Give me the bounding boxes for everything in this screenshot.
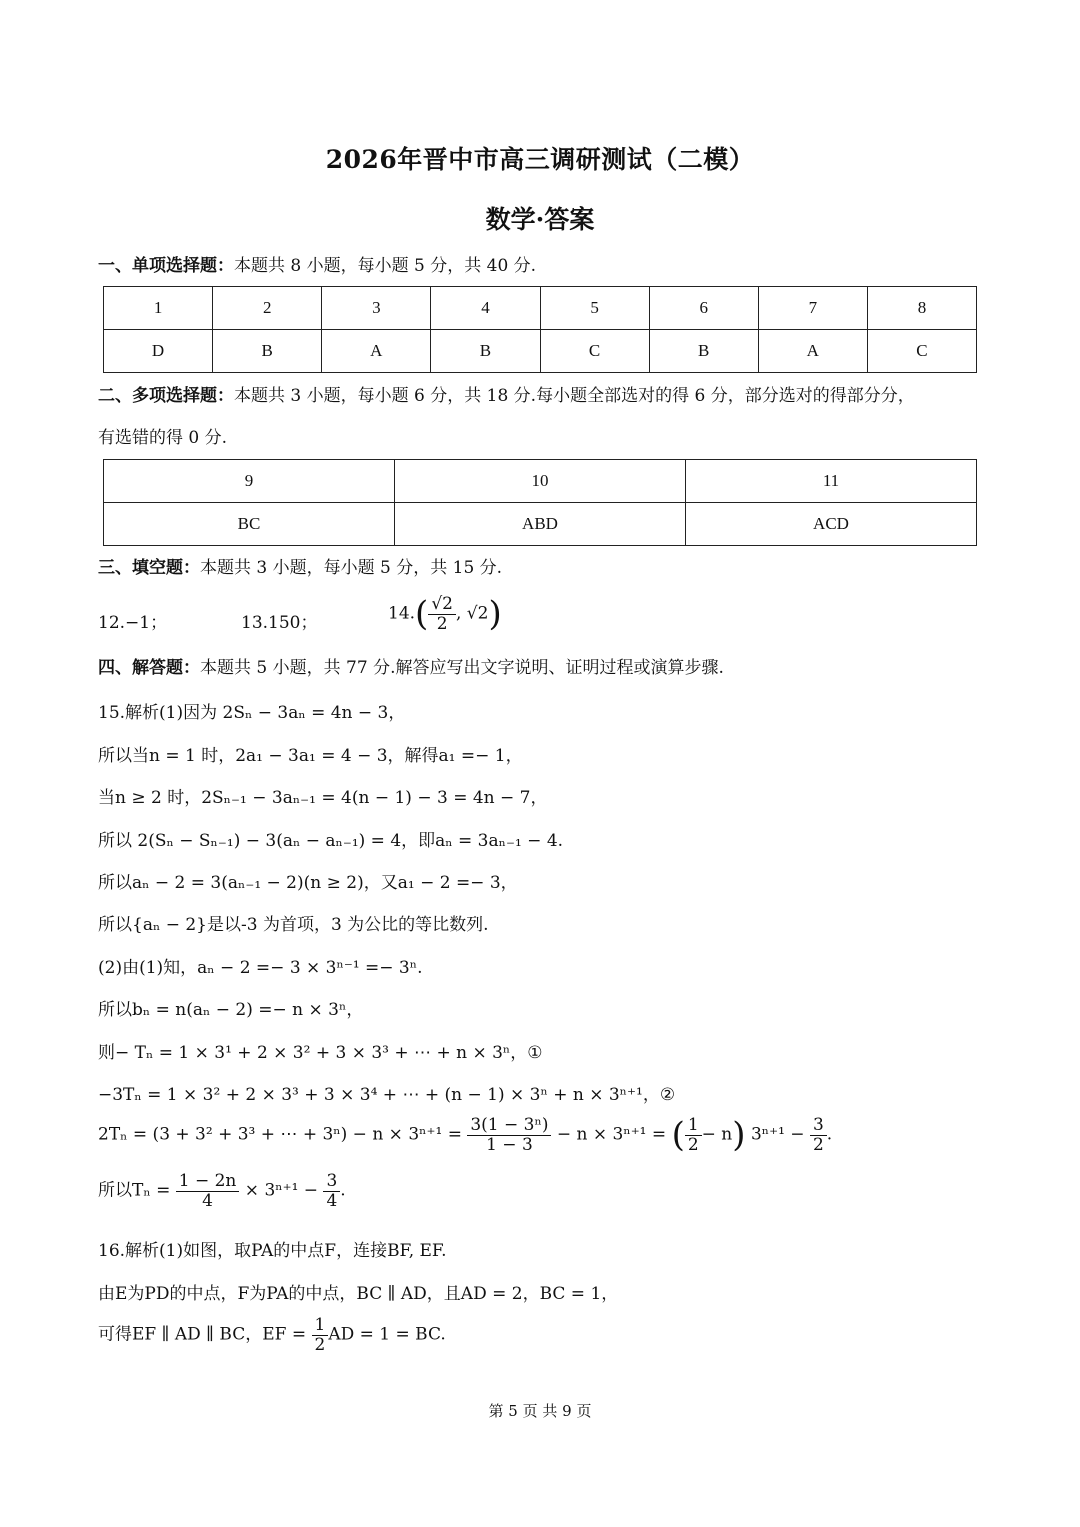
expr-part: 可得EF ∥ AD ∥ BC，EF = [98,1324,307,1345]
expr-part: − n × 3ⁿ⁺¹ = [556,1124,667,1145]
table-cell: 3 [322,287,431,330]
answer-14-fraction [428,595,456,633]
expr-part: 所以Tₙ = [98,1180,171,1201]
fraction [312,1316,329,1354]
multi-choice-answer-table [103,459,977,546]
expr-part: × 3ⁿ⁺¹ − [244,1180,319,1201]
page-footer: 第 5 页 共 9 页 [488,1402,592,1420]
solution-line: −3Tₙ = 1 × 3² + 2 × 3³ + 3 × 3⁴ + ⋯ + (n − 1) × 3ⁿ + n × 3ⁿ⁺¹，② [98,1085,676,1105]
fraction-denominator: 2 [314,1334,326,1355]
section-2-desc: 本题共 3 小题，每小题 6 分，共 18 分.每小题全部选对的得 6 分，部分选对的得部分分， [234,386,915,406]
expr-part: 2Tₙ = (3 + 3² + 3³ + ⋯ + 3ⁿ) − n × 3ⁿ⁺¹ = [98,1124,462,1145]
table-cell: 9 [104,460,395,503]
fraction-denominator: 4 [326,1190,338,1211]
fraction [685,1116,702,1154]
table-cell: 1 [104,287,213,330]
section-3-desc: 本题共 3 小题，每小题 5 分，共 15 分. [200,558,503,578]
solution-line: 所以当n = 1 时，2a₁ − 3a₁ = 4 − 3，解得a₁ =− 1， [98,746,523,766]
answer-13: 13.150； [241,613,318,633]
fill-in-answers [98,594,698,646]
table-cell: B [649,330,758,373]
solution-line: 所以{aₙ − 2}是以-3 为首项，3 为公比的等比数列. [98,915,489,935]
fraction [810,1116,827,1154]
solution-line-2tn: 2Tₙ = (3 + 3² + 3³ + ⋯ + 3ⁿ) − n × 3ⁿ⁺¹ = $\frac{\text{3(1 − 3ⁿ)}}{1 - 3}$ − n × 3ⁿ⁺¹ = ( $\frac{1}{2}$ − n) 3ⁿ⁺¹ − $\frac{3}{2}$ . [98,1114,833,1155]
table-cell: 4 [431,287,540,330]
expr-part: − n [701,1124,733,1145]
table-cell: B [213,330,322,373]
section-3-header [98,556,502,580]
solution-line: 所以bₙ = n(aₙ − 2) =− n × 3ⁿ， [98,1000,364,1020]
table-cell: 8 [867,287,976,330]
section-3-heading: 三、填空题： [98,558,200,578]
section-2-heading: 二、多项选择题： [98,386,234,406]
table-cell: 11 [686,460,977,503]
table-cell: 7 [758,287,867,330]
table-cell: 5 [540,287,649,330]
fraction [176,1172,240,1210]
fraction-numerator: 3 [810,1116,827,1136]
answer-12: 12.−1； [98,613,168,633]
answer-14: 14.( $\frac{√2}{2}$ , √2) [388,593,502,634]
section-1-heading: 一、单项选择题： [98,256,234,276]
table-cell: 6 [649,287,758,330]
answer-14-prefix: 14. [388,603,416,624]
fraction-numerator: 1 − 2n [176,1172,240,1192]
table-cell: D [104,330,213,373]
table-cell: B [431,330,540,373]
fraction-denominator: 2 [812,1134,824,1155]
table-row-numbers [104,460,977,503]
solution-line: 当n ≥ 2 时，2Sₙ₋₁ − 3aₙ₋₁ = 4(n − 1) − 3 = 4n − 7， [98,788,548,808]
section-2-desc-cont: 有选错的得 0 分. [98,428,228,448]
fraction-numerator: 3 [323,1172,340,1192]
table-cell: C [540,330,649,373]
table-cell: A [758,330,867,373]
table-cell: A [322,330,431,373]
table-row-answers [104,330,977,373]
page-subtitle: 数学·答案 [485,205,595,234]
answer-14-tail: , √2 [455,603,489,624]
fraction-numerator: √2 [428,595,456,615]
expr-part: . [340,1180,346,1201]
table-row-answers [104,503,977,546]
section-1-desc: 本题共 8 小题，每小题 5 分，共 40 分. [234,256,537,276]
fraction-denominator: 2 [687,1134,699,1155]
expr-part: 3ⁿ⁺¹ − [750,1124,805,1145]
expr-part: AD = 1 = BC. [328,1324,446,1345]
table-row-numbers [104,287,977,330]
solution-line-ef [98,1316,446,1354]
table-cell: ABD [395,503,686,546]
section-1-header [98,254,536,278]
solution-line: 由E为PD的中点，F为PA的中点，BC ∥ AD，且AD = 2，BC = 1， [98,1284,619,1304]
section-4-header [98,656,724,680]
solution-line: (2)由(1)知，aₙ − 2 =− 3 × 3ⁿ⁻¹ =− 3ⁿ. [98,958,423,978]
solution-line: 15.解析(1)因为 2Sₙ − 3aₙ = 4n − 3， [98,703,406,723]
table-cell: BC [104,503,395,546]
fraction [323,1172,340,1210]
solution-line: 则− Tₙ = 1 × 3¹ + 2 × 3² + 3 × 3³ + ⋯ + n × 3ⁿ，① [98,1043,543,1063]
fraction-numerator: 1 [685,1116,702,1136]
table-cell: ACD [686,503,977,546]
fraction-denominator: 1 − 3 [486,1134,533,1155]
solution-line: 所以 2(Sₙ − Sₙ₋₁) − 3(aₙ − aₙ₋₁) = 4，即aₙ = 3aₙ₋₁ − 4. [98,831,564,851]
table-cell: 2 [213,287,322,330]
fraction-numerator: 3(1 − 3ⁿ) [467,1116,551,1136]
section-4-heading: 四、解答题： [98,658,200,678]
fraction-denominator: 4 [202,1190,213,1211]
solution-line: 所以aₙ − 2 = 3(aₙ₋₁ − 2)(n ≥ 2)，又a₁ − 2 =− 3， [98,873,518,893]
fraction-numerator: 1 [312,1316,329,1336]
solution-line-tn [98,1172,346,1210]
fraction-denominator: 2 [436,613,448,634]
fraction [467,1116,551,1154]
expr-part: . [826,1124,833,1145]
page-title: 2026年晋中市高三调研测试（二模） [325,145,755,174]
solution-line: 16.解析(1)如图，取PA的中点F，连接BF, EF. [98,1241,447,1261]
section-2-header [98,384,915,408]
single-choice-answer-table [103,286,977,373]
section-4-desc: 本题共 5 小题，共 77 分.解答应写出文字说明、证明过程或演算步骤. [200,658,724,678]
table-cell: C [867,330,976,373]
table-cell: 10 [395,460,686,503]
